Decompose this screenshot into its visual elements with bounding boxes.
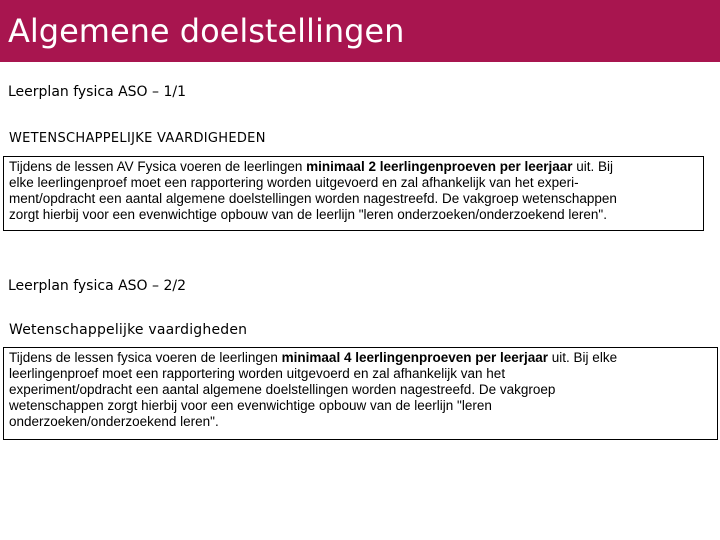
box2-line-1-bold: minimaal 4 leerlingenproeven per leerjaar — [281, 350, 549, 365]
box2-line-1-text-b: uit. Bij elke — [548, 350, 618, 365]
box2-line-1-text-a: Tijdens de lessen fysica voeren de leerlingen — [9, 350, 282, 365]
box2-line-1 — [9, 350, 712, 366]
subheading-2: Wetenschappelijke vaardigheden — [9, 322, 248, 338]
section-heading-2: Leerplan fysica ASO – 2/2 — [8, 278, 187, 294]
box2-line-5: onderzoeken/onderzoekend leren". — [9, 414, 219, 429]
box2-line-2: leerlingenproef moet een rapportering worden uitgevoerd en zal afhankelijk van het — [9, 366, 506, 381]
box1-line-3: ment/opdracht een aantal algemene doelstellingen worden nagestreefd. De vakgroep wetenschappen — [9, 191, 617, 206]
title-bar — [0, 0, 720, 62]
text-box-1 — [3, 156, 704, 231]
box1-line-1-text-b: uit. Bij — [572, 159, 614, 174]
box1-line-1 — [9, 159, 698, 175]
section-heading-1: Leerplan fysica ASO – 1/1 — [8, 84, 187, 100]
slide-title: Algemene doelstellingen — [8, 12, 405, 50]
box1-line-1-bold: minimaal 2 leerlingenproeven per leerjaar — [306, 159, 573, 174]
box2-line-4: wetenschappen zorgt hierbij voor een evenwichtige opbouw van de leerlijn "leren — [9, 398, 492, 413]
box1-line-1-text-a: Tijdens de lessen AV Fysica voeren de leerlingen — [9, 159, 307, 174]
subheading-1: WETENSCHAPPELIJKE VAARDIGHEDEN — [9, 131, 266, 146]
box1-line-4: zorgt hierbij voor een evenwichtige opbouw van de leerlijn "leren onderzoeken/onderzoekend leren". — [9, 207, 607, 222]
text-box-2 — [3, 347, 718, 440]
box1-line-2: elke leerlingenproef moet een rapportering worden uitgevoerd en zal afhankelijk van het experi- — [9, 175, 579, 190]
box2-line-3: experiment/opdracht een aantal algemene doelstellingen worden nagestreefd. De vakgroep — [9, 382, 556, 397]
